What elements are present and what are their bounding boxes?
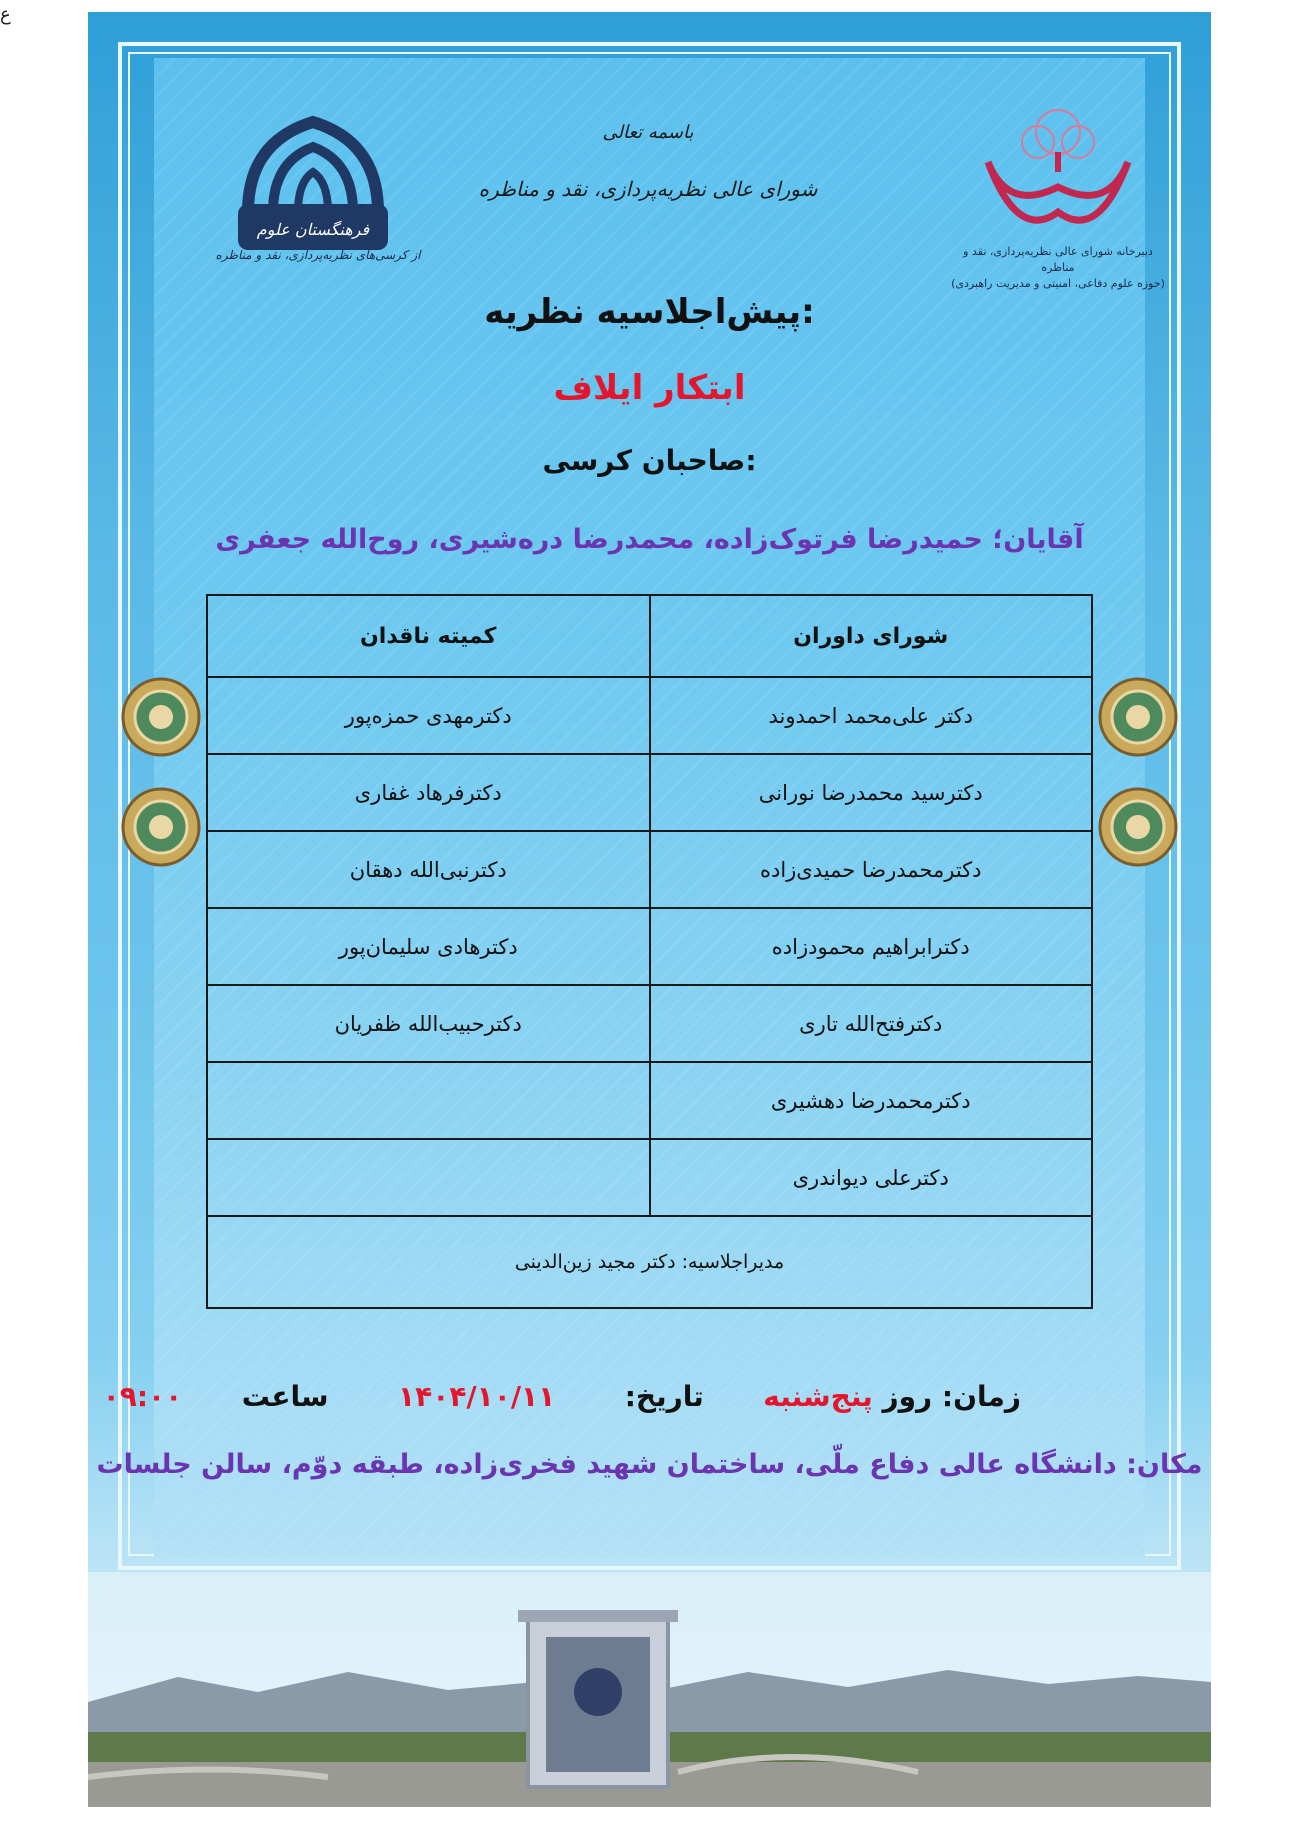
left-logo-subtitle: از کرسی‌های نظریه‌پردازی، نقد و مناظره <box>215 248 421 262</box>
theory-name: ابتکار ایلاف <box>553 368 746 408</box>
venue: مکان: دانشگاه عالی دفاع ملّی، ساختمان شهید فخری‌زاده، طبقه دوّم، سالن جلسات <box>96 1449 1203 1480</box>
table-header-row <box>207 595 1092 677</box>
presenters: آقایان؛ حمیدرضا فرتوک‌زاده، محمدرضا دره‌شیری، روح‌الله جعفری <box>215 524 1084 555</box>
judge-cell: دکترفتح‌الله تاری <box>650 985 1093 1062</box>
table-row <box>207 1139 1092 1216</box>
judge-cell: دکتر علی‌محمد احمدوند <box>650 677 1093 754</box>
corner-mark: ع <box>0 4 11 25</box>
right-ornament-icon <box>1093 672 1183 762</box>
table-row <box>207 831 1092 908</box>
schedule-row <box>103 1380 1021 1413</box>
judge-cell: دکترسید محمدرضا نورانی <box>650 754 1093 831</box>
time-label: زمان: <box>941 1380 1021 1413</box>
critic-cell: دکترهادی سلیمان‌پور <box>207 908 650 985</box>
date-label: تاریخ: <box>624 1380 704 1413</box>
moderator-cell: مدیراجلاسیه: دکتر مجید زین‌الدینی <box>207 1216 1092 1308</box>
left-ornament-2-icon <box>116 782 206 872</box>
right-logo-subtitle <box>948 244 1168 292</box>
critic-cell: دکترمهدی حمزه‌پور <box>207 677 650 754</box>
critic-cell: دکترفرهاد غفاری <box>207 754 650 831</box>
critic-cell <box>207 1139 650 1216</box>
judge-cell: دکترمحمدرضا حمیدی‌زاده <box>650 831 1093 908</box>
critic-cell: دکترحبیب‌الله ظفریان <box>207 985 650 1062</box>
poster <box>88 12 1211 1807</box>
table-row <box>207 1062 1092 1139</box>
council-name: شورای عالی نظریه‌پردازی، نقد و مناظره <box>478 177 818 201</box>
judge-cell: دکترمحمدرضا دهشیری <box>650 1062 1093 1139</box>
day-prefix: روز <box>882 1380 933 1413</box>
left-ornament-icon <box>116 672 206 762</box>
committee-table <box>206 594 1093 1309</box>
day-value: پنج‌شنبه <box>763 1380 873 1413</box>
hour-value: ۰۹:۰۰ <box>102 1380 183 1413</box>
table-row <box>207 908 1092 985</box>
judges-column-header: شورای داوران <box>650 595 1093 677</box>
critic-cell <box>207 1062 650 1139</box>
date-value: ۱۴۰۴/۱۰/۱۱ <box>398 1380 556 1413</box>
hour-label: ساعت <box>241 1380 329 1413</box>
table-row <box>207 754 1092 831</box>
right-logo-subtitle-line2: (حوزه علوم دفاعی، امنیتی و مدیریت راهبردی) <box>951 277 1165 290</box>
critic-cell: دکترنبی‌الله دهقان <box>207 831 650 908</box>
table-row <box>207 985 1092 1062</box>
academy-logo-text: فرهنگستان علوم <box>256 220 370 239</box>
judge-cell: دکترابراهیم محمودزاده <box>650 908 1093 985</box>
table-row <box>207 677 1092 754</box>
right-ornament-2-icon <box>1093 782 1183 872</box>
moderator-row <box>207 1216 1092 1308</box>
judge-cell: دکترعلی دیواندری <box>650 1139 1093 1216</box>
right-logo-subtitle-line1: دبیرخانه شورای عالی نظریه‌پردازی، نقد و مناظره <box>963 245 1153 274</box>
pre-session-heading: پیش‌اجلاسیه نظریه: <box>484 292 815 332</box>
chairholders-label: صاحبان کرسی: <box>542 444 757 477</box>
university-building-image <box>88 1572 1211 1807</box>
basmala: باسمه تعالی <box>602 122 694 143</box>
critics-column-header: کمیته ناقدان <box>207 595 650 677</box>
